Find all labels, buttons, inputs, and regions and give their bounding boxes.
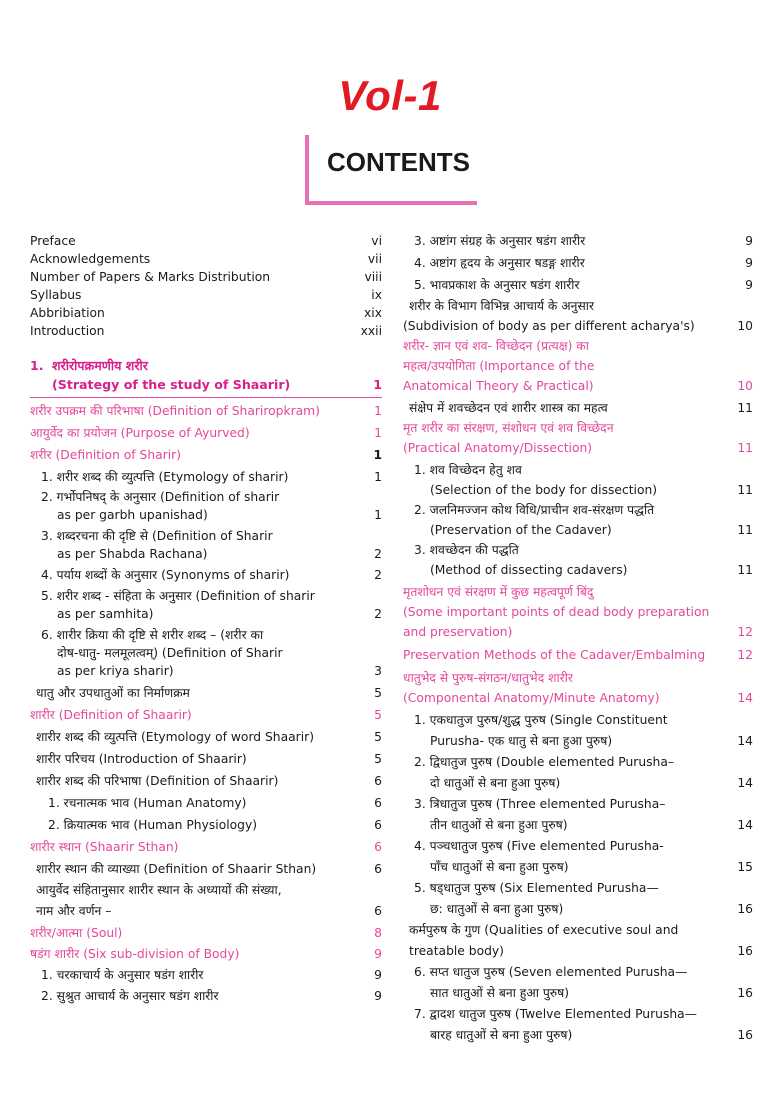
toc-entry-title: 5. षड्धातुज पुरुष (Six Elemented Purusha— xyxy=(414,881,659,895)
toc-entry-page: 3 xyxy=(374,664,382,678)
toc-entry[interactable] xyxy=(403,439,753,457)
toc-entry-line xyxy=(403,837,753,855)
toc-entry-page: 6 xyxy=(374,774,382,788)
contents-heading: CONTENTS xyxy=(327,147,470,177)
toc-entry-page: 1 xyxy=(374,470,382,484)
toc-entry[interactable] xyxy=(403,481,753,499)
toc-entry-page: vi xyxy=(371,234,382,248)
toc-entry-title: शारीर (Definition of Shaarir) xyxy=(30,708,192,722)
toc-entry[interactable] xyxy=(30,794,382,812)
toc-entry-page: xix xyxy=(364,306,382,320)
toc-entry-title: (Preservation of the Cadaver) xyxy=(430,523,612,537)
contents-heading-box xyxy=(305,135,477,205)
toc-entry-line xyxy=(403,753,753,771)
chapter-number: 1. xyxy=(30,358,44,373)
toc-entry[interactable] xyxy=(403,900,753,918)
toc-entry-line xyxy=(403,669,753,687)
toc-entry[interactable] xyxy=(30,468,382,486)
toc-entry-line xyxy=(403,337,753,355)
toc-entry-page: vii xyxy=(367,252,382,266)
toc-entry-title: (Componental Anatomy/Minute Anatomy) xyxy=(403,691,660,705)
toc-entry[interactable] xyxy=(403,521,753,539)
toc-entry-title: 1. शव विच्छेदन हेतु शव xyxy=(414,463,522,477)
toc-entry[interactable] xyxy=(30,945,382,963)
toc-entry-page: 1 xyxy=(374,508,382,522)
toc-entry-title: treatable body) xyxy=(409,944,504,958)
toc-entry-line xyxy=(403,357,753,375)
toc-entry-title: शरीर के विभाग विभिन्न आचार्य के अनुसार xyxy=(409,299,595,313)
toc-entry-page: 2 xyxy=(374,547,382,561)
toc-entry-page: 16 xyxy=(737,1028,753,1042)
toc-entry-title: शारीर स्थान की व्याख्या (Definition of Shaarir Sthan) xyxy=(36,862,317,876)
toc-entry-page: 9 xyxy=(374,968,382,982)
toc-entry-page: 6 xyxy=(374,862,382,876)
toc-entry-line xyxy=(30,527,382,545)
toc-entry-title: तीन धातुओं से बना हुआ पुरुष) xyxy=(430,818,568,832)
toc-entry-title: शारीर शब्द की व्युत्पत्ति (Etymology of word Shaarir) xyxy=(36,730,314,744)
volume-title: Vol-1 xyxy=(338,72,442,119)
toc-entry[interactable] xyxy=(403,317,753,335)
toc-entry-page: viii xyxy=(364,270,382,284)
toc-entry-title: मृत शरीर का संरक्षण, संशोधन एवं शव विच्छेदन xyxy=(403,421,614,435)
toc-entry-title: (Selection of the body for dissection) xyxy=(430,483,658,497)
toc-entry-title: शरीर- ज्ञान एवं शव- विच्छेदन (प्रत्यक्ष) का xyxy=(403,339,589,353)
toc-entry-line xyxy=(403,297,753,315)
toc-left-column xyxy=(30,232,382,1005)
toc-entry-page: 9 xyxy=(745,234,753,248)
toc-entry[interactable] xyxy=(30,304,382,322)
toc-entry-title: 4. अष्टांग हृदय के अनुसार षडङ्ग शारीर xyxy=(414,256,585,270)
toc-entry-page: 9 xyxy=(745,278,753,292)
toc-entry-line xyxy=(403,963,753,981)
toc-entry-title: 2. गर्भोपनिषद् के अनुसार (Definition of sharir xyxy=(41,490,280,504)
toc-entry[interactable] xyxy=(30,605,382,623)
toc-entry[interactable] xyxy=(30,750,382,768)
toc-entry[interactable] xyxy=(30,232,382,250)
toc-entry[interactable] xyxy=(30,446,382,464)
toc-entry-title: Abbribiation xyxy=(30,306,105,320)
toc-entry-page: 1 xyxy=(374,426,382,440)
toc-entry-page: 11 xyxy=(737,441,753,455)
toc-entry-title: मृतशोधन एवं संरक्षण में कुछ महत्वपूर्ण बिंदु xyxy=(403,585,594,599)
toc-entry-title: धातु और उपधातुओं का निर्माणक्रम xyxy=(36,686,190,700)
toc-entry-title: षडंग शारीर (Six sub-division of Body) xyxy=(30,947,240,961)
toc-entry-title: as per garbh upanishad) xyxy=(57,508,208,522)
toc-entry-line xyxy=(403,583,753,601)
toc-entry-title: शरीर (Definition of Sharir) xyxy=(30,448,181,462)
toc-entry-page: 14 xyxy=(737,818,753,832)
toc-entry-page: 16 xyxy=(737,944,753,958)
toc-entry-title: 2. क्रियात्मक भाव (Human Physiology) xyxy=(48,818,258,832)
toc-entry[interactable] xyxy=(30,566,382,584)
toc-entry-title: 2. द्विधातुज पुरुष (Double elemented Purusha– xyxy=(414,755,675,769)
toc-entry[interactable] xyxy=(403,399,753,417)
toc-entry-page: 9 xyxy=(374,947,382,961)
toc-entry-title: 4. पर्याय शब्दों के अनुसार (Synonyms of sharir) xyxy=(41,568,290,582)
toc-entry-page: 8 xyxy=(374,926,382,940)
toc-entry-title: सात धातुओं से बना हुआ पुरुष) xyxy=(430,986,570,1000)
toc-entry-page: 1 xyxy=(373,448,382,462)
toc-entry-page: 5 xyxy=(374,686,382,700)
toc-entry-title: शरीर उपक्रम की परिभाषा (Definition of Shariropkram) xyxy=(30,404,320,418)
toc-entry[interactable] xyxy=(30,860,382,878)
toc-entry-title: and preservation) xyxy=(403,625,513,639)
toc-entry-line xyxy=(403,1005,753,1023)
toc-entry-line xyxy=(403,879,753,897)
toc-entry-title: Introduction xyxy=(30,324,105,338)
chapter-title-english: (Strategy of the study of Shaarir) xyxy=(52,377,291,392)
toc-entry[interactable] xyxy=(30,424,382,442)
toc-entry-title: Preservation Methods of the Cadaver/Embalming xyxy=(403,648,706,662)
toc-entry-page: 16 xyxy=(737,986,753,1000)
toc-entry-title: 5. भावप्रकाश के अनुसार षडंग शारीर xyxy=(414,278,580,292)
front-matter-list xyxy=(30,232,382,340)
toc-entry[interactable] xyxy=(30,838,382,856)
toc-entry[interactable] xyxy=(30,506,382,524)
toc-entry-line xyxy=(403,501,753,519)
toc-entry[interactable] xyxy=(30,545,382,563)
toc-entry-page: 2 xyxy=(374,607,382,621)
toc-entry[interactable] xyxy=(403,984,753,1002)
toc-entry-page: 11 xyxy=(737,563,753,577)
toc-entry[interactable] xyxy=(403,276,753,294)
toc-entry-title: बारह धातुओं से बना हुआ पुरुष) xyxy=(430,1028,573,1042)
toc-entry-line xyxy=(30,587,382,605)
toc-entry-page: 11 xyxy=(737,401,753,415)
toc-entry-page: 9 xyxy=(374,989,382,1003)
toc-entry[interactable] xyxy=(403,732,753,750)
toc-entry-title: 1. रचनात्मक भाव (Human Anatomy) xyxy=(48,796,247,810)
toc-entry-page: 6 xyxy=(374,904,382,918)
toc-entry[interactable] xyxy=(30,402,382,420)
toc-entry[interactable] xyxy=(30,662,382,680)
toc-entry-title: 3. शब्दरचना की दृष्टि से (Definition of Sharir xyxy=(41,529,273,543)
toc-entry[interactable] xyxy=(30,987,382,1005)
toc-entry-title: नाम और वर्णन – xyxy=(36,904,112,918)
toc-entry-line xyxy=(403,795,753,813)
toc-entry-title: शारीर परिचय (Introduction of Shaarir) xyxy=(36,752,247,766)
toc-entry-title: (Practical Anatomy/Dissection) xyxy=(403,441,593,455)
toc-entry[interactable] xyxy=(30,728,382,746)
toc-entry-page: 16 xyxy=(737,902,753,916)
toc-entry-title: आयुर्वेद का प्रयोजन (Purpose of Ayurved) xyxy=(30,426,250,440)
toc-entry-page: 11 xyxy=(737,523,753,537)
toc-entry[interactable] xyxy=(30,268,382,286)
toc-entry-page: 5 xyxy=(374,752,382,766)
toc-entry-title: धातुभेद से पुरुष-संगठन/धातुभेद शारीर xyxy=(403,671,573,685)
toc-entry-title: संक्षेप में शवच्छेदन एवं शारीर शास्त्र का महत्व xyxy=(409,401,608,415)
toc-entry-title: (Subdivision of body as per different acharya's) xyxy=(403,319,695,333)
chapter-divider xyxy=(30,397,382,398)
toc-entry-title: 6. शारीर क्रिया की दृष्टि से शरीर शब्द – (शरीर का xyxy=(41,628,264,642)
toc-entry-page: 6 xyxy=(374,818,382,832)
toc-entry-title: (Some important points of dead body preparation xyxy=(403,605,710,619)
toc-entry-page: 11 xyxy=(737,483,753,497)
toc-entry[interactable] xyxy=(403,689,753,707)
toc-entry[interactable] xyxy=(403,646,753,664)
toc-entry-page: 6 xyxy=(374,796,382,810)
toc-entry-line xyxy=(403,603,753,621)
toc-entry[interactable] xyxy=(403,816,753,834)
toc-entry[interactable] xyxy=(30,772,382,790)
toc-entry[interactable] xyxy=(30,684,382,702)
toc-entry[interactable] xyxy=(403,942,753,960)
toc-entry-title: Preface xyxy=(30,234,76,248)
toc-entry-page: 12 xyxy=(737,625,753,639)
toc-entry-title: 4. पञ्चधातुज पुरुष (Five elemented Purusha- xyxy=(414,839,664,853)
toc-entry-line xyxy=(30,488,382,506)
toc-entry-page: 14 xyxy=(737,734,753,748)
toc-entry-title: Syllabus xyxy=(30,288,82,302)
toc-entry-page: 10 xyxy=(737,379,753,393)
toc-entry-title: Number of Papers & Marks Distribution xyxy=(30,270,271,284)
toc-entry-title: शारीर स्थान (Shaarir Sthan) xyxy=(30,840,179,854)
toc-entry-page: 5 xyxy=(374,708,382,722)
toc-entry-title: 5. शरीर शब्द - संहिता के अनुसार (Definition of sharir xyxy=(41,589,315,603)
toc-right-column xyxy=(403,232,753,1044)
chapter-heading-english[interactable] xyxy=(30,375,382,394)
toc-entry-title: 1. एकधातुज पुरुष/शुद्ध पुरुष (Single Constituent xyxy=(414,713,668,727)
toc-entry-title: 7. द्वादश धातुज पुरुष (Twelve Elemented Purusha— xyxy=(414,1007,697,1021)
toc-entry-page: 2 xyxy=(374,568,382,582)
toc-entry-title: as per samhita) xyxy=(57,607,154,621)
toc-entry-title: Anatomical Theory & Practical) xyxy=(403,379,594,393)
toc-entry-title: कर्मपुरुष के गुण (Qualities of executive soul and xyxy=(409,923,679,937)
chapter-page: 1 xyxy=(373,377,382,392)
toc-entry[interactable] xyxy=(403,1026,753,1044)
toc-entry-line xyxy=(403,461,753,479)
toc-entry[interactable] xyxy=(30,816,382,834)
toc-entry-title: दोष-धातु- मलमूलत्वम्) (Definition of Sharir xyxy=(57,646,283,660)
toc-entry-page: 12 xyxy=(737,648,753,662)
toc-entry-title: 1. शरीर शब्द की व्युत्पत्ति (Etymology of sharir) xyxy=(41,470,289,484)
toc-entry-page: 6 xyxy=(374,840,382,854)
toc-entry-title: महत्व/उपयोगिता (Importance of the xyxy=(403,359,595,373)
toc-entry-title: as per Shabda Rachana) xyxy=(57,547,208,561)
toc-entry-page: 9 xyxy=(745,256,753,270)
toc-entry-line xyxy=(403,921,753,939)
toc-entry-line xyxy=(403,541,753,559)
toc-entry-title: as per kriya sharir) xyxy=(57,664,174,678)
toc-entry-line xyxy=(30,644,382,662)
chapter-heading[interactable] xyxy=(30,356,382,375)
toc-entry-title: Acknowledgements xyxy=(30,252,151,266)
toc-entry-title: शारीर शब्द की परिभाषा (Definition of Shaarir) xyxy=(36,774,279,788)
toc-entry[interactable] xyxy=(403,858,753,876)
toc-entry-line xyxy=(30,626,382,644)
toc-entry[interactable] xyxy=(30,706,382,724)
toc-entry[interactable] xyxy=(403,254,753,272)
toc-entry-page: xxii xyxy=(360,324,382,338)
toc-entry-title: 3. अष्टांग संग्रह के अनुसार षडंग शारीर xyxy=(414,234,586,248)
toc-entry[interactable] xyxy=(403,377,753,395)
toc-entry-title: 3. शवच्छेदन की पद्धति xyxy=(414,543,519,557)
toc-entry[interactable] xyxy=(403,561,753,579)
toc-entry-title: शरीर/आत्मा (Soul) xyxy=(30,926,123,940)
toc-entry-line xyxy=(403,711,753,729)
toc-entry-title: 1. चरकाचार्य के अनुसार षडंग शारीर xyxy=(41,968,204,982)
toc-entry-line xyxy=(30,881,382,899)
toc-entry[interactable] xyxy=(30,250,382,268)
toc-entry-page: 14 xyxy=(737,691,753,705)
toc-entry[interactable] xyxy=(30,966,382,984)
toc-entry[interactable] xyxy=(30,322,382,340)
toc-entry-page: 14 xyxy=(737,776,753,790)
toc-entry[interactable] xyxy=(403,774,753,792)
toc-entry-title: 2. सुश्रुत आचार्य के अनुसार षडंग शारीर xyxy=(41,989,219,1003)
toc-entry[interactable] xyxy=(403,232,753,250)
toc-entry-title: 2. जलनिमज्जन कोथ विधि/प्राचीन शव-संरक्षण पद्धति xyxy=(414,503,655,517)
toc-entry-title: पाँच धातुओं से बना हुआ पुरुष) xyxy=(430,860,569,874)
toc-entry[interactable] xyxy=(30,286,382,304)
toc-entry[interactable] xyxy=(30,902,382,920)
chapter-title-hindi: शरीरोपक्रमणीय शरीर xyxy=(52,358,148,373)
toc-entry[interactable] xyxy=(30,924,382,942)
toc-entry-title: 6. सप्त धातुज पुरुष (Seven elemented Purusha— xyxy=(414,965,688,979)
toc-entry-title: आयुर्वेद संहितानुसार शारीर स्थान के अध्यायों की संख्या, xyxy=(36,883,282,897)
toc-entry-title: Purusha- एक धातु से बना हुआ पुरुष) xyxy=(430,734,613,748)
toc-entry-page: ix xyxy=(371,288,382,302)
toc-entry-title: 3. त्रिधातुज पुरुष (Three elemented Purusha– xyxy=(414,797,666,811)
toc-entry-title: छ: धातुओं से बना हुआ पुरुष) xyxy=(430,902,564,916)
toc-entry-page: 15 xyxy=(737,860,753,874)
toc-entry-title: दो धातुओं से बना हुआ पुरुष) xyxy=(430,776,561,790)
toc-entry-page: 10 xyxy=(737,319,753,333)
toc-entry-page: 1 xyxy=(374,404,382,418)
toc-entry-page: 5 xyxy=(374,730,382,744)
toc-entry-title: (Method of dissecting cadavers) xyxy=(430,563,628,577)
toc-entry[interactable] xyxy=(403,623,753,641)
toc-entry-line xyxy=(403,419,753,437)
